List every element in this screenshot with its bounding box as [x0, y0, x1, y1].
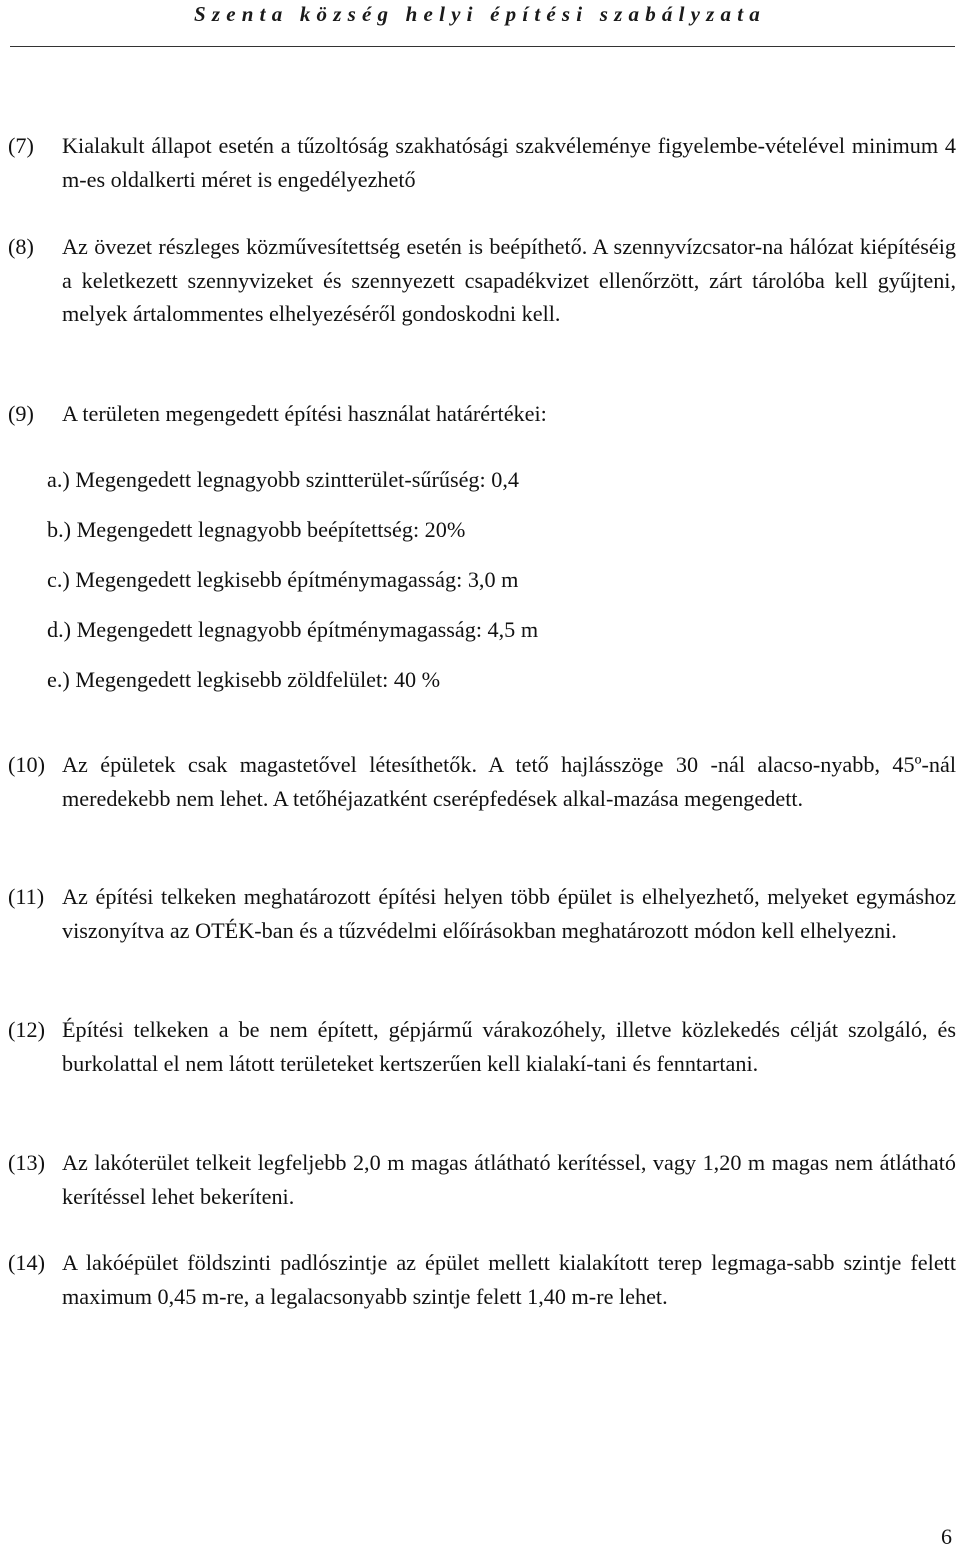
paragraph-11: [8, 880, 956, 947]
paragraph-8: [8, 230, 956, 331]
paragraph-number: (12): [8, 1017, 45, 1042]
paragraph-14: [8, 1246, 956, 1313]
paragraph-text: A lakóépület földszinti padlószintje az épület mellett kialakított terep legmaga-sabb szintje felett maximum 0,45 m-re, a legalacsonyabb szintje felett 1,40 m-re lehet.: [62, 1250, 956, 1309]
paragraph-number: (9): [8, 401, 34, 426]
paragraph-number: (14): [8, 1250, 45, 1275]
list-item: a.) Megengedett legnagyobb szintterület-sűrűség: 0,4: [47, 467, 519, 492]
paragraph-number: (7): [8, 133, 34, 158]
paragraph-number: (10): [8, 752, 45, 777]
list-item: e.) Megengedett legkisebb zöldfelület: 40 %: [47, 667, 441, 692]
page-header: [0, 0, 960, 27]
list-item: b.) Megengedett legnagyobb beépítettség: 20%: [47, 517, 466, 542]
paragraph-7: [8, 129, 956, 196]
paragraph-text: Az épületek csak magastetővel létesíthetők. A tető hajlásszöge 30 -nál alacso-nyabb, 45º-nál meredekebb nem lehet. A tetőhéjazatként cserépfedések alkal-mazása megengedett.: [62, 752, 956, 811]
paragraph-text: A területen megengedett építési használat határértékei:: [62, 401, 547, 426]
paragraph-13: [8, 1146, 956, 1213]
paragraph-number: (13): [8, 1150, 45, 1175]
page-number: 6: [941, 1524, 952, 1549]
paragraph-text: Az övezet részleges közművesítettség esetén is beépíthető. A szennyvízcsator-na hálózat kiépítéséig a keletkezett szennyvizeket és szennyezett csapadékvizet ellenőrzött, zárt tárolóba kell gyűjteni, melyek ártalommentes elhelyezéséről gondoskodni kell.: [62, 234, 956, 326]
paragraph-text: Az építési telkeken meghatározott építési helyen több épület is elhelyezhető, melyeket egymáshoz viszonyítva az OTÉK-ban és a tűzvédelmi előírásokban meghatározott módon kell elhelyezni.: [62, 884, 956, 943]
paragraph-number: (8): [8, 234, 34, 259]
paragraph-text: Építési telkeken a be nem épített, gépjármű várakozóhely, illetve közlekedés célját szolgáló, és burkolattal el nem látott területeket kertszerűen kell kialakí-tani és fenntartani.: [62, 1017, 956, 1076]
paragraph-text: Az lakóterület telkeit legfeljebb 2,0 m magas átlátható kerítéssel, vagy 1,20 m magas nem átlátható kerítéssel lehet bekeríteni.: [62, 1150, 956, 1209]
paragraph-12: [8, 1013, 956, 1080]
document-title: Szenta község helyi építési szabályzata: [194, 2, 766, 26]
paragraph-text: Kialakult állapot esetén a tűzoltóság szakhatósági szakvéleménye figyelembe-vételével minimum 4 m-es oldalkerti méret is engedélyezhető: [62, 133, 956, 192]
list-item: c.) Megengedett legkisebb építménymagasság: 3,0 m: [47, 567, 519, 592]
header-divider: [10, 46, 955, 47]
paragraph-10: [8, 748, 956, 815]
paragraph-number: (11): [8, 884, 45, 909]
list-item: d.) Megengedett legnagyobb építménymagasság: 4,5 m: [47, 617, 539, 642]
paragraph-9: [8, 397, 956, 431]
